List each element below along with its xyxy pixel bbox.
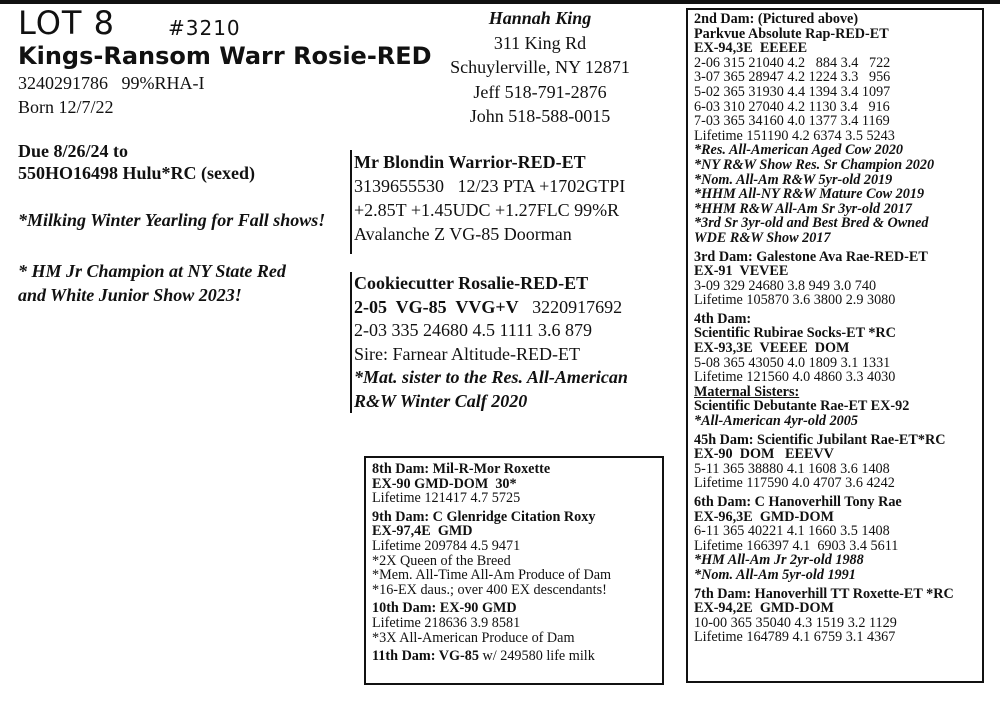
consignor-phone-2: John 518-588-0015 <box>469 106 611 126</box>
dam8-entry <box>372 462 662 506</box>
dam2-record-5: 7-03 365 34160 4.0 1377 3.4 1169 <box>694 113 890 130</box>
sire-line-1: 3139655530 12/23 PTA +1702GTPI <box>354 176 626 196</box>
dam-classification: 2-05 VG-85 VVG+V <box>354 296 519 317</box>
dam-note-line-2: R&W Winter Calf 2020 <box>354 390 528 411</box>
sire-line-2: +2.85T +1.45UDC +1.27FLC 99%R <box>354 200 620 220</box>
dam7-class: EX-94,2E GMD-DOM <box>694 600 834 617</box>
due-line-1: Due 8/26/24 to <box>18 141 128 161</box>
sire-line-3: Avalanche Z VG-85 Doorman <box>354 224 572 244</box>
dam2-award-3: *Nom. All-Am R&W 5yr-old 2019 <box>694 171 893 188</box>
due-info <box>18 140 255 184</box>
sire-block <box>350 150 625 254</box>
consignor-address-2: Schuylerville, NY 12871 <box>450 57 630 77</box>
due-line-2: 550HO16498 Hulu*RC (sexed) <box>18 163 256 183</box>
dam9-lifetime: Lifetime 209784 4.5 9471 <box>372 537 521 554</box>
dam3-record-1: 3-09 329 24680 3.8 949 3.0 740 <box>694 277 877 294</box>
dam2-entry <box>694 12 982 246</box>
dam2-award-4: *HHM All-NY R&W Mature Cow 2019 <box>694 186 925 203</box>
dam9-entry <box>372 510 662 598</box>
champion-note-line-2: and White Junior Show 2023! <box>18 285 242 305</box>
champion-note <box>18 259 286 307</box>
dam2-record-1: 2-06 315 21040 4.2 884 3.4 722 <box>694 54 891 71</box>
dam6-record-1: 6-11 365 40221 4.1 1660 3.5 1408 <box>694 523 890 540</box>
dam3-class: EX-91 VEVEE <box>694 263 789 280</box>
consignor-phone-1: Jeff 518-791-2876 <box>473 81 607 102</box>
dam4-entry <box>694 312 982 429</box>
dam6-title: 6th Dam: C Hanoverhill Tony Rae <box>694 494 902 510</box>
dam3-entry <box>694 250 982 308</box>
dam11-text: w/ 249580 life milk <box>478 648 595 665</box>
dam8-class: EX-90 GMD-DOM 30* <box>372 475 517 492</box>
dam11-entry <box>372 649 662 664</box>
sister-name: Scientific Debutante Rae-ET EX-92 <box>694 398 910 415</box>
dam2-award-6: *3rd Sr 3yr-old and Best Bred & Owned <box>694 215 929 232</box>
dam2-record-4: 6-03 310 27040 4.2 1130 3.4 916 <box>694 98 890 115</box>
champion-note-line-1: * HM Jr Champion at NY State Red <box>18 261 286 281</box>
consignor-block <box>400 6 680 129</box>
dam10-entry <box>372 601 662 645</box>
dam-note-line-1: *Mat. sister to the Res. All-American <box>354 367 628 387</box>
dam7-record-1: 10-00 365 35040 4.3 1519 3.2 1129 <box>694 614 897 631</box>
sire-name: Mr Blondin Warrior-RED-ET <box>354 152 586 172</box>
maternal-sisters-label: Maternal Sisters: <box>694 383 800 400</box>
dam6-lifetime: Lifetime 166397 4.1 6903 3.4 5611 <box>694 537 899 554</box>
milking-note: *Milking Winter Yearling for Fall shows! <box>18 210 326 230</box>
dam3-title: 3rd Dam: Galestone Ava Rae-RED-ET <box>694 248 928 265</box>
dam2-record-2: 3-07 365 28947 4.2 1224 3.3 956 <box>694 69 891 86</box>
dam7-title: 7th Dam: Hanoverhill TT Roxette-ET *RC <box>694 585 954 602</box>
dam9-note-1: *2X Queen of the Breed <box>372 552 511 569</box>
dam-name: Cookiecutter Rosalie-RED-ET <box>354 273 589 293</box>
dam5-record-1: 5-11 365 38880 4.1 1608 3.6 1408 <box>694 460 890 477</box>
dam3-lifetime: Lifetime 105870 3.6 3800 2.9 3080 <box>694 292 896 309</box>
dam4-name: Scientific Rubirae Socks-ET *RC <box>694 325 896 342</box>
dam-class-line <box>354 296 628 320</box>
dam8-lifetime: Lifetime 121417 4.7 5725 <box>372 490 521 507</box>
dam10-title: 10th Dam: EX-90 GMD <box>372 600 517 617</box>
dam5-entry <box>694 433 982 491</box>
dam11-line <box>372 649 662 664</box>
dam2-name: Parkvue Absolute Rap-RED-ET <box>694 25 889 42</box>
dam6-award-2: *Nom. All-Am 5yr-old 1991 <box>694 566 856 583</box>
dam2-award-1: *Res. All-American Aged Cow 2020 <box>694 142 904 159</box>
dam11-label: 11th Dam: VG-85 <box>372 648 479 665</box>
dam4-title: 4th Dam: <box>694 310 752 327</box>
consignor-name: Hannah King <box>488 8 592 28</box>
ancestry-box <box>364 456 664 685</box>
dam2-title: 2nd Dam: (Pictured above) <box>694 11 859 27</box>
dam10-lifetime: Lifetime 218636 3.9 8581 <box>372 614 521 631</box>
dam-sire: Sire: Farnear Altitude-RED-ET <box>354 343 580 364</box>
dam4-class: EX-93,3E VEEEE DOM <box>694 340 850 357</box>
dam10-note: *3X All-American Produce of Dam <box>372 629 575 646</box>
dam9-note-2: *Mem. All-Time All-Am Produce of Dam <box>372 567 612 584</box>
dam-registration: 3220917692 <box>532 296 623 317</box>
dam5-class: EX-90 DOM EEEVV <box>694 446 834 463</box>
animal-born-date: Born 12/7/22 <box>18 97 114 117</box>
dam7-lifetime: Lifetime 164789 4.1 6759 3.1 4367 <box>694 629 896 646</box>
lot-title: LOT 8 <box>18 4 115 42</box>
dam8-title: 8th Dam: Mil-R-Mor Roxette <box>372 461 551 477</box>
dam6-class: EX-96,3E GMD-DOM <box>694 508 834 525</box>
dam4-record-1: 5-08 365 43050 4.0 1809 3.1 1331 <box>694 354 891 371</box>
consignor-address-1: 311 King Rd <box>493 32 587 53</box>
dam-record: 2-03 335 24680 4.5 1111 3.6 879 <box>354 320 592 340</box>
dam6-entry <box>694 495 982 583</box>
dam2-award-2: *NY R&W Show Res. Sr Champion 2020 <box>694 156 935 173</box>
animal-name: Kings-Ransom Warr Rosie-RED <box>18 42 432 70</box>
pedigree-box <box>686 8 984 683</box>
dam4-lifetime: Lifetime 121560 4.0 4860 3.3 4030 <box>694 369 896 386</box>
animal-registration: 3240291786 99%RHA-I <box>18 73 205 93</box>
dam9-note-3: *16-EX daus.; over 400 EX descendants! <box>372 581 607 598</box>
top-rule <box>0 0 1000 4</box>
dam9-title: 9th Dam: C Glenridge Citation Roxy <box>372 508 596 525</box>
dam2-class: EX-94,3E EEEEE <box>694 40 808 57</box>
dam-block <box>350 272 628 413</box>
dam6-award-1: *HM All-Am Jr 2yr-old 1988 <box>694 552 864 569</box>
sister-note: *All-American 4yr-old 2005 <box>694 413 858 430</box>
dam2-award-7: WDE R&W Show 2017 <box>694 229 831 246</box>
dam7-entry <box>694 587 982 645</box>
dam2-award-5: *HHM R&W All-Am Sr 3yr-old 2017 <box>694 200 912 217</box>
dam2-record-3: 5-02 365 31930 4.4 1394 3.4 1097 <box>694 83 891 100</box>
dam2-lifetime: Lifetime 151190 4.2 6374 3.5 5243 <box>694 127 895 144</box>
lot-number: #3210 <box>168 16 241 40</box>
dam5-title: 45h Dam: Scientific Jubilant Rae-ET*RC <box>694 431 946 448</box>
dam5-lifetime: Lifetime 117590 4.0 4707 3.6 4242 <box>694 475 895 492</box>
dam9-class: EX-97,4E GMD <box>372 523 473 540</box>
